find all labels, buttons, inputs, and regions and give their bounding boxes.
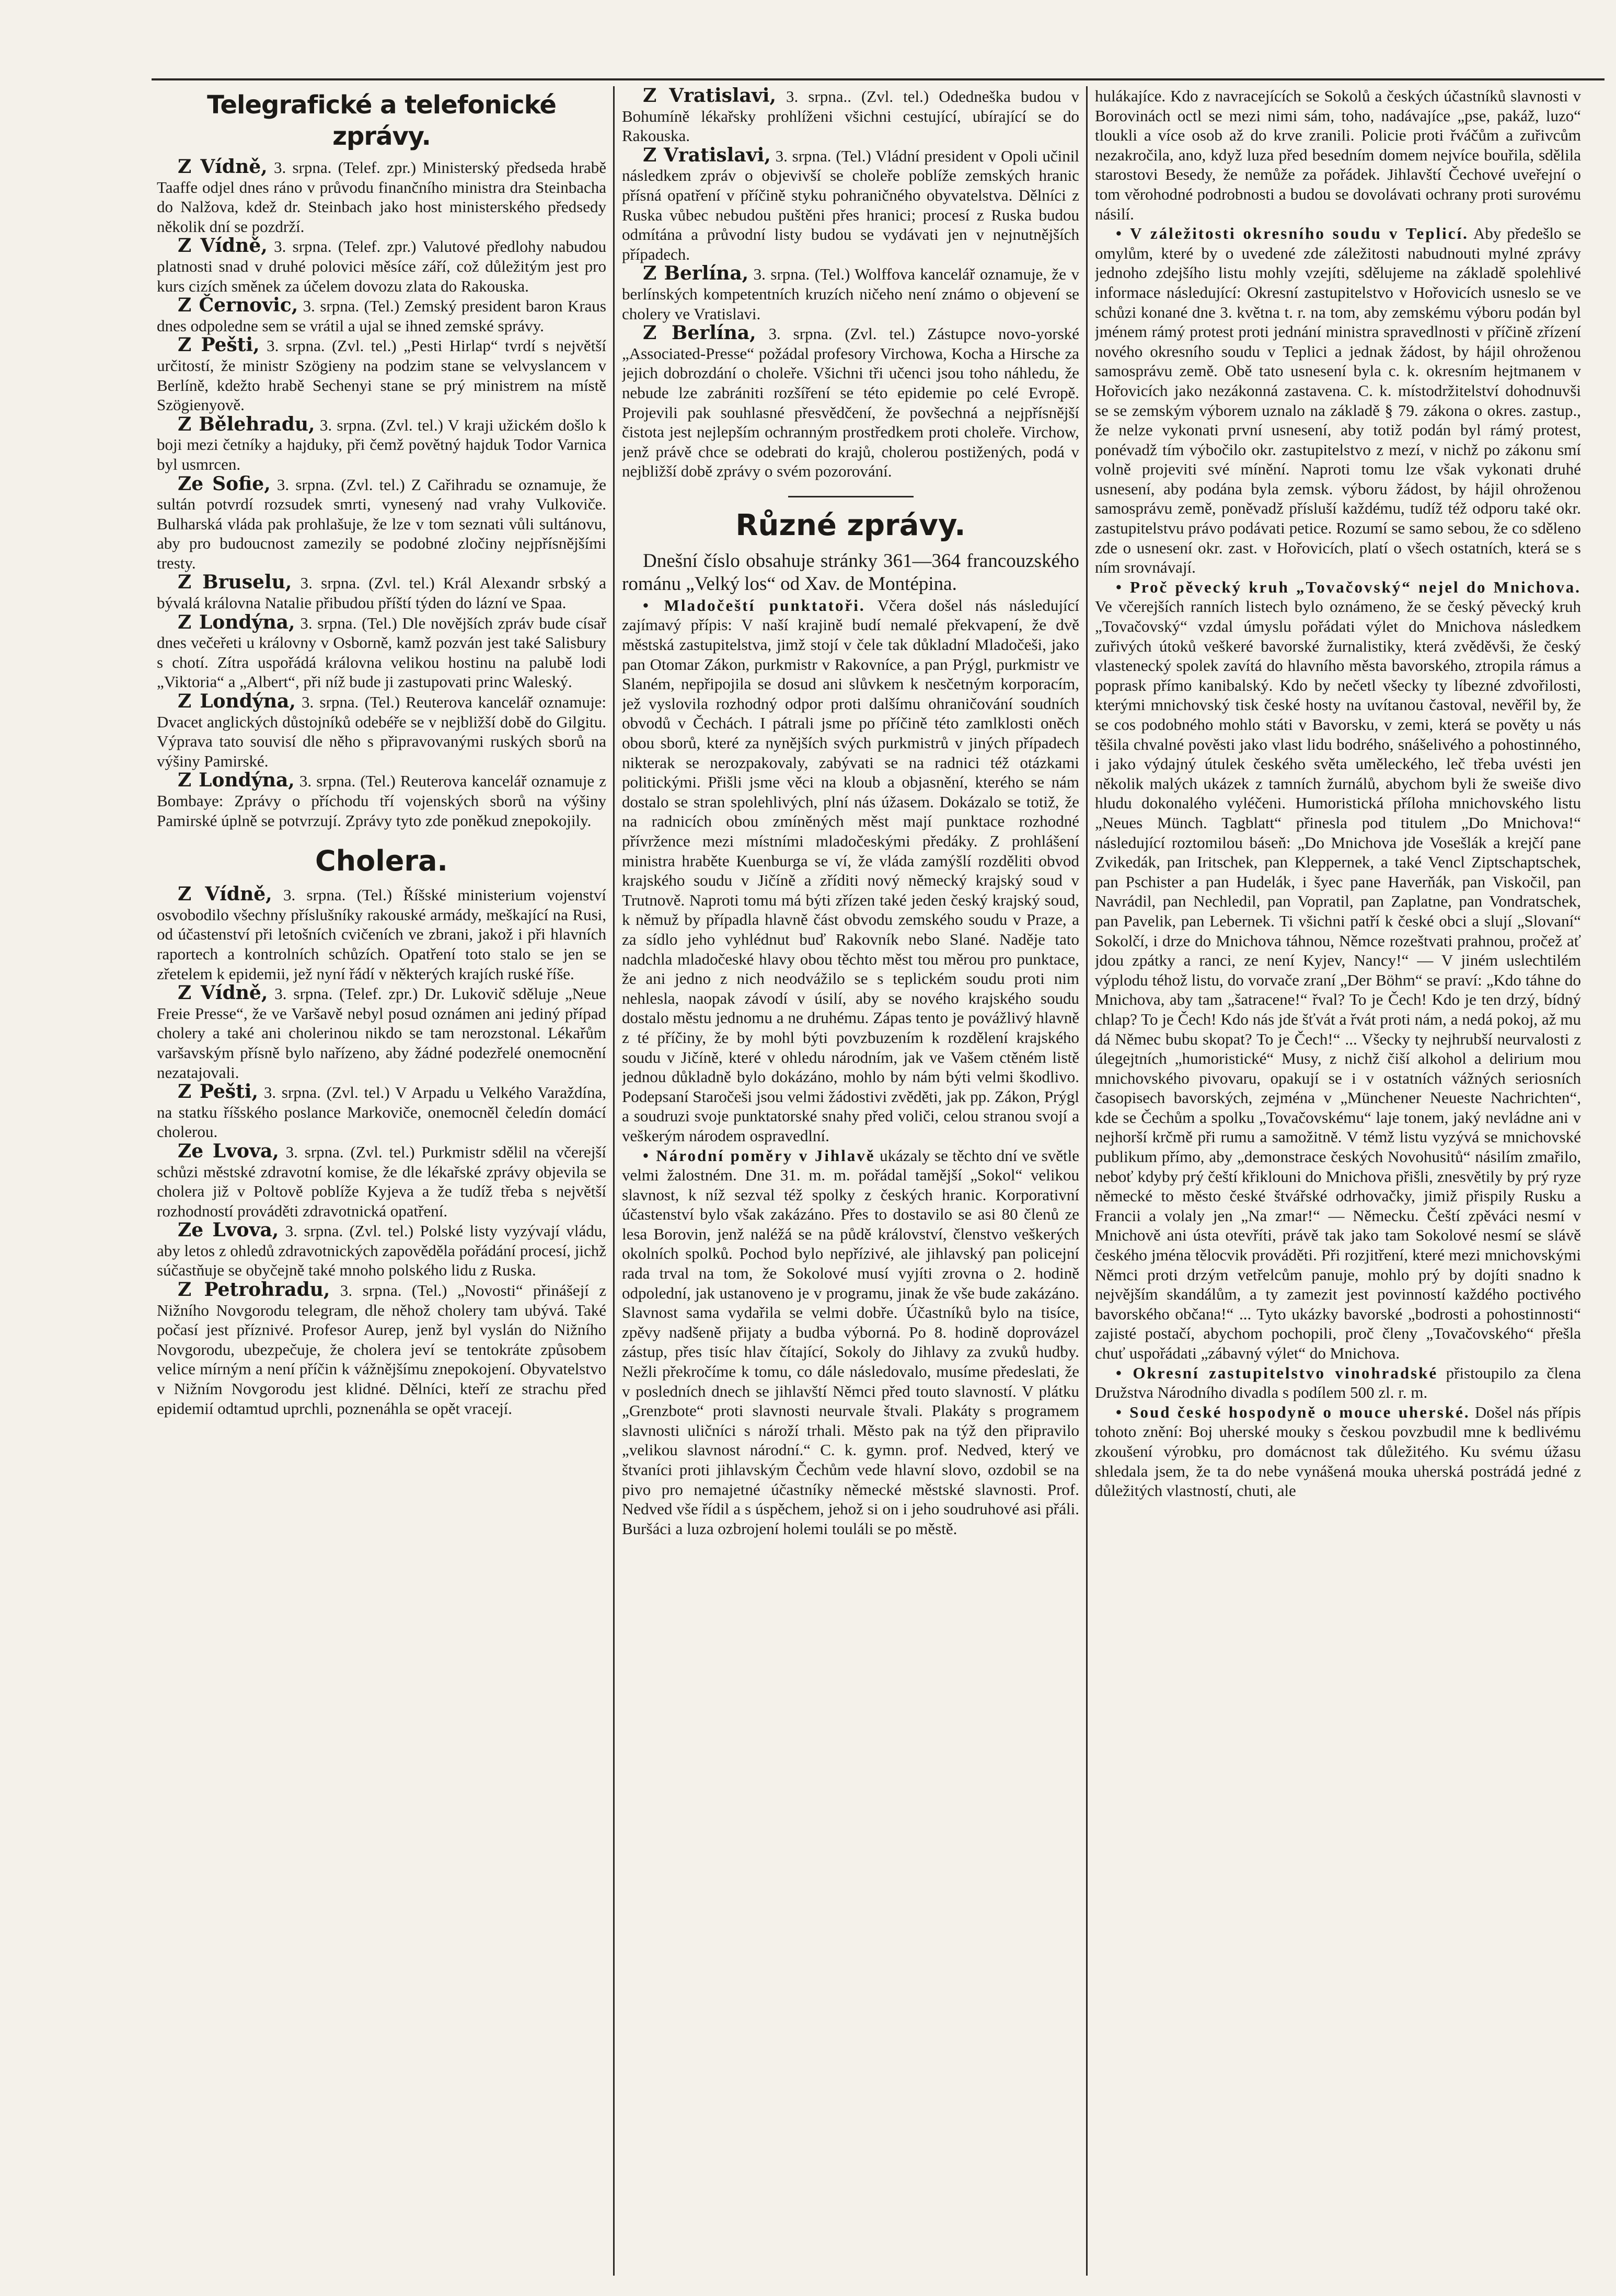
news-list bbox=[622, 596, 1079, 1539]
article-text: 3. srpna. (Tel.) „Novosti“ přinášejí z Nižního Novgorodu telegram, dle něhož cholery tam ubývá. Také počasí jest příznivé. Profesor Aurep, jenž byl vyslán do Nižního Novgorodu, ubezpečuje, že cholera jeví se tentokráte způsobem velice mírným a není příčin k vážnějšímu znepokojení. Obyvatelstvo v Nižním Novgorodu jest klidné. Dělníci, kteří ze strachu před epidemií odtamtud uprchli, poznenáhla se opět vracejí. bbox=[157, 1281, 606, 1418]
article-paragraph bbox=[157, 573, 606, 612]
article-paragraph bbox=[622, 1146, 1079, 1539]
article-text: Včera došel nás následující zajímavý přípis: V naší krajině budí nemalé překvapení, že dvě městská zastupitelstva, jimž stojí v čele tak důkladní Mladočeši, jako pan Otomar Zákon, purkmistr v Rakovníce, a pan Prýgl, purkmistr ve Slaném, nepřipojila se dosud ani slůvkem k nesčetným korporacím, jež vyslovila rozhodný odpor proti dalšímu ohraničování soudních obvodů v Čechách. I pátrali jsme po příčině této zamlklosti oněch obou sborů, které za nynějších svých purkmistrů v jiných případech nikterak se nerozpakovaly, zabývati se na radnici též otázkami politickými. Přišli jsme věci na kloub a objasnění, kterého se nám dostalo se stran spolehlivých, plní nás úžasem. Dokázalo se totiž, že na radnicích obou zmíněných měst mají punktace rozhodné přívržence mezi místními mladočeskými předáky. Z prohlášení ministra hraběte Kuenburga se ví, že vláda zamýšlí rozděliti obvod krajského soudu v Jičíně a zříditi nový německý krajský soud v Trutnově. Naproti tomu má býti zřízen také jeden český krajský soud, k němuž by případla hlavně část obvodu zemského soudu v Praze, a za sídlo jeho vyhlédnut buď Rakovník nebo Slané. Naděje tato nadchla mladočeské hlavy obou těchto měst tou měrou pro punktace, že ani jedno z nich neodvážilo se s teplickém soudu proti nim nehlesla, naopak závodí v úsilí, aby se nového krajského soudu dostalo městu jednomu a ne druhému. Zápas tento je povážlivý hlavně z té příčiny, že by mohl býti povzbuzením k rozdělení krajského soudu v Jičíně, které v ohledu národním, jak ve Vašem ctěném listě jednou důkladně bylo dokázáno, mohlo by nám býti velmi škodlivo. Podepsaní Staročeši jsou velmi žádostivi zvěděti, jak pp. Zákon, Prýgl a soudruzi svoje punktatorské snahy před voliči, celou stranou svojí a veškerým národem ospravedlní. bbox=[622, 596, 1079, 1145]
telegram-list bbox=[157, 157, 606, 830]
section-title-cholera: Cholera. bbox=[315, 844, 448, 878]
dateline: Z Vídně, bbox=[178, 883, 272, 906]
article-paragraph bbox=[157, 236, 606, 296]
article-text: 3. srpna. (Tel.) Reuterova kancelář oznamuje: Dvacet anglických důstojníků odebéře se v nejbližší době do Gilgitu. Výprava tato souvisí dle něho s připravovanými ruských sborů na výšiny Pamirské. bbox=[157, 693, 606, 770]
article-text: 3. srpna. (Zvl. tel.) „Pesti Hirlap“ tvrdí s největší určitostí, že ministr Szögieny na podzim stane se velvyslancem v Berlíně, kdežto hrabě Sechenyi stane se prý ministrem na místě Szögienyově. bbox=[157, 337, 606, 414]
article-text: Došel nás přípis tohoto znění: Boj uherské mouky s českou povzbudil mne k bedlivému zkoušení výrobku, pro domácnost tak důležitého. Ku svému úžasu shledala jsem, že ta do nebe vynášená mouka uherská postrádá jedné z důležitých vlastností, chuti, ale bbox=[1095, 1402, 1581, 1500]
article-text: 3. srpna. (Tel.) Reuterova kancelář oznamuje z Bombaye: Zprávy o příchodu tří vojenských sborů na výšiny Pamirské úplně se potvrzují. Zprávy tyto zde poněkud znepokojily. bbox=[157, 772, 606, 830]
column-2 bbox=[622, 86, 1079, 2281]
dateline: Z Vratislavi, bbox=[643, 86, 777, 107]
article-paragraph bbox=[622, 146, 1079, 264]
article-paragraph bbox=[622, 596, 1079, 1146]
article-text: Aby předešlo se omylům, které by o uvedené zde záležitosti nabudnouti mylné zprávy jednoho zdejšího listu mohly vzejíti, sdělujeme na základě spolehlivé informace následující: Okresní zastupitelstvo v Hořovicích usneslo se ve schůzi konané dne 3. května t. r. na tom, aby zemskému výboru podán byl jménem rámý protest proti jednání ministra spravedlnosti v příčině zřízení nového okresního soudu v Teplici a jednak žádost, by hájil ohroženou samosprávu země. Obě tato usnesení byla c. k. okresním hejtmanem v Hořovicích jako nezákonná zastavena. C. k. místodržitelství dohodnuvši se se zemským výborem uznalo na základě § 79. zákona o okres. zastup., že nelze vykonati první usnesení, aby totiž podán byl rámý protest, ponévadž tím výbočilo okr. zastupitelstvo z mezí, v nichž po zákonu smí volně projeviti své mínění. Naproti tomu lze však vykonati druhé usnesení, aby podána byla zemsk. výboru žádost, by hájil ohroženou samosprávu země, poněvadž přísluší každému, tudíž též odporu také okr. zastupitelstvu právo podávati petice. Rozumí se samo sebou, že co sděleno zde o usnesení okr. zast. v Hořovicích, platí o všech ostatních, která se s ním srovnávají. bbox=[1095, 224, 1581, 577]
article-heading: • Soud české hospodyně o mouce uherské. bbox=[1116, 1402, 1470, 1421]
article-paragraph bbox=[157, 474, 606, 573]
dateline: Z Berlína, bbox=[643, 322, 756, 344]
dateline: Z Černovic, bbox=[178, 294, 298, 317]
article-paragraph bbox=[157, 613, 606, 692]
column-divider bbox=[1086, 86, 1088, 2276]
article-text: 3. srpna. (Zvl. tel.) Zástupce novo-yorské „Associated-Presse“ požádal profesory Virchowa, Kocha a Hirsche za jejich dobrozdání o choleře. Všichni tři učenci jsou toho náhledu, že nebude lze zabrániti rozšíření se této epidemie po celé Evropě. Projevili pak souhlasné přesvědčení, že povšechná a nejpřísnější čistota jest nejlepším ochranným prostředkem proti choleře. Virchow, jenž právě chce se odebrati do krajů, cholerou postižených, podá v nejbližší době zprávy o svém pozorování. bbox=[622, 324, 1079, 481]
article-text: 3. srpna. (Tel.) Vládní president v Opoli učinil následkem zpráv o objevivší se choleře poblíže zemských hranic přísná opatření v příčině styku pohraničného obyvatelstva. Dělníci z Ruska vůbec nebudou puštěni přes hranici; procesí z Ruska budou odmítána a průvodní listy budou se vydávati jen v nejnutnějších případech. bbox=[622, 146, 1079, 263]
continued-paragraph: hulákajíce. Kdo z navracejících se Sokolů a českých účastníků slavnosti v Borovinách octl se mezi nimi sám, toho, nadávajíce „pse, pakáž, luzo“ tloukli a více osob až do krve zranili. Policie proti řváčům a zuřivcům nezakročila, ano, když luza před besedním domem nejvíce bouřila, sdělila starostovi Besedy, že nemůže za pořádek. Jihlavští Čechové uveřejní o tom věrohodné podrobnosti a budou se dovolávati ochrany proti surovému násilí. bbox=[1095, 87, 1581, 223]
dateline: Z Pešti, bbox=[178, 334, 260, 356]
dateline: Z Londýna, bbox=[178, 690, 296, 713]
article-paragraph bbox=[1095, 224, 1581, 577]
dateline: Z Berlína, bbox=[643, 262, 749, 285]
dateline: Z Bruselu, bbox=[178, 571, 292, 594]
article-paragraph bbox=[157, 1280, 606, 1418]
news-list-cont bbox=[1095, 224, 1581, 1501]
column-divider bbox=[613, 86, 615, 2276]
article-text: 3. srpna. (Zvl. tel.) V kraji užickém došlo k boji mezi četníky a hajduky, při čemž povětný hajduk Todor Varnica byl usmrcen. bbox=[157, 415, 606, 473]
article-heading: • Okresní zastupitelstvo vinohradské bbox=[1116, 1363, 1438, 1382]
top-rule bbox=[152, 78, 1605, 80]
dateline: Z Bělehradu, bbox=[178, 413, 315, 435]
article-text: 3. srpna. (Zvl. tel.) Z Cařihradu se oznamuje, že sultán potvrdí rozsudek smrti, vynesený nad vrahy Vulkoviče. Bulharská vláda pak prohlašuje, že lze v tom seznati vůli sultánovu, aby pro budoucnost zamezily se podobné zločiny nejpřísnějšími tresty. bbox=[157, 475, 606, 572]
article-paragraph bbox=[157, 1221, 606, 1280]
dateline: Ze Sofie, bbox=[178, 472, 271, 495]
article-heading: • Mladočeští punktatoři. bbox=[643, 596, 865, 614]
article-paragraph bbox=[1095, 1363, 1581, 1402]
article-text: Ve včerejších ranních listech bylo oznámeno, že se český pěvecký kruh „Tovačovský“ vzdal úmyslu pořádati výlet do Mnichova následkem zuřivých útoků veškeré bavorské žurnalistiky, která zvěděvši, že český vlastenecký spolek zavítá do hlavního města bavorského, ztropila rámus a poprask přímo kanibalský. Kdo by nečetl všecky ty líbezné zdvořilosti, kterými mnichovský tisk české hosty na uvítanou častoval, nevěřil by, že se cos podobného mohlo státi v Bavorsku, v zemi, která se pověty u nás těšila chvalné pověsti jako vlast lidu bodrého, snášelivého a pohostinného, i jako výdajný útulek českého světa uměleckého, leč třeba uvésti jen několik malých ukázek z tamních žurnálů, abychom byli že sweiše divo hludu dokonalého vyléčeni. Humoristická příloha mnichovského listu „Neues Münch. Tagblatt“ přinesla pod titulem „Do Mnichova!“ následující roztomilou báseň: „Do Mnichova jde Vosešlák a krejčí pane Zvikedák, pan Iritschek, pan Kleppernek, a také Vencl Ziptschaptschek, pan Pschister a pan Hudelák, i šyec pane Haverňák, pan Viskočil, pan Navrádil, pan Nechledil, pan Vopratil, pan Zaplatne, pan Vondratschek, pan Pavelik, pan Lebernek. Ti všichni patří k české obci a slují „Slovaní“ Sokolčí, i drze do Mnichova táhnou, Němce rozeštvati prahnou, pročež ať jdou zpátky a ranci, ze není Kyjev, Nancy!“ — V jiném uslechtilém výplodu téhož listu, do vorvače zraní „Der Böhm“ se praví: „Kdo táhne do Mnichova, aby tam „šatracene!“ řval? To je Čech! Kdo je ten drzý, bídný chlap? To je Čech! Kdo nás jde šťvát a řvát proti nám, a nedá pokoj, až mu dá Němec bubu skopat? To je Čech!“ ... Všecky ty nejhrubší neurvalosti z úlegejtních „humoristické“ Musy, z nichž čiší alkohol a delirium mou mnichovského pivovaru, opakují se i v ostatních vážných seriosních časopisech bavorských, zejména v „Münchener Neueste Nachrichten“, kde se Čechům a spolku „Tovačovskému“ laje tonem, jaký nevládne ani v nejhorší krčmě při rumu a samožitně. V témž listu vyzývá se mnichovské publikum přímo, aby „demonstrace českých Novohusitů“ násilím zmařilo, neboť kdyby prý čeští křiklouni do Mnichova přišli, znesvětily by prý ryze německé to město české štvářské odrhovačky, jimiž přispily Rusku a Francii a volaly jen „Na zmar!“ — Německu. Čeští zpěváci nesmí v Mnichově ani ústa otevříti, právě tak jako tam Sokolové nesmí se slávě českého jména tělocvik prováděti. Při rozjitření, které mezi mnichovskými Němci proti drzým vetřelcům panuje, mohlo prý by dojíti snadno k nejvějším skandálům, a ty zamezit jest povinností každého poctivého bavorského občana!“ ... Tyto ukázky bavorské „bodrosti a pohostinnosti“ zajisté postačí, abychom pochopili, proč členy „Tovačovského“ přešla chuť uspořádati „zábavný výlet“ do Mnichova. bbox=[1095, 597, 1581, 1362]
article-text: 3. srpna. (Tel.) Říšské ministerium vojenství osvobodilo všechny příslušníky rakouské armády, meškající na Rusi, od účastenství při letošních cvičeních ve zbrani, jakož i při hlavních raportech a kontrolních schůzích. Opatření toto stalo se jen se zřetelem k epidemii, jež nyní řádí v některých krajích ruské říše. bbox=[157, 886, 606, 983]
dateline: Z Londýna, bbox=[178, 611, 295, 633]
article-paragraph bbox=[157, 1142, 606, 1221]
article-paragraph bbox=[1095, 577, 1581, 1363]
article-text: 3. srpna. (Zvl. tel.) Purkmistr sdělil na včerejší schůzi městské zdravotní komise, že dle lékařské zprávy objevila se cholera již v Poltově poblíže Kyjeva a že tudíž třeba s největší rozhodností prováděti zdravotnická opatření. bbox=[157, 1142, 606, 1220]
column-3 bbox=[1095, 86, 1581, 2281]
lead-paragraph: Dnešní číslo obsahuje stránky 361—364 francouzského románu „Velký los“ od Xav. de Montépina. bbox=[622, 550, 1079, 595]
article-text: 3. srpna. (Tel.) Zemský president baron Kraus dnes odpoledne sem se vrátil a ujal se ihned zemské správy. bbox=[157, 297, 606, 335]
dateline: Z Pešti, bbox=[178, 1081, 259, 1103]
column-1 bbox=[157, 86, 606, 2281]
article-paragraph bbox=[157, 885, 606, 983]
article-paragraph bbox=[157, 692, 606, 771]
article-text: přistoupilo za člena Družstva Národního divadla s podílem 500 zl. r. m. bbox=[1095, 1363, 1581, 1402]
cholera-list bbox=[157, 885, 606, 1418]
article-text: 3. srpna. (Zvl. tel.) Král Alexandr srbský a bývalá královna Natalie přibudou příští týden do lázní ve Spaa. bbox=[157, 574, 606, 612]
article-heading: • Proč pěvecký kruh „Tovačovský“ nejel do Mnichova. bbox=[1116, 577, 1581, 596]
article-paragraph bbox=[157, 1082, 606, 1142]
article-paragraph bbox=[157, 296, 606, 335]
section-title-telegrams: Telegrafické a telefonické zprávy. bbox=[207, 90, 556, 151]
article-text: ukázaly se těchto dní ve světle velmi žalostném. Dne 31. m. m. pořádal tamější „Sokol“ velikou slavnost, k níž sezval též spolky z českých hranic. Korporativní účastenství bylo však zakázáno. Přes to dostavilo se asi 80 členů ze lesa Borovin, jenž naléžá se na půdě království, členstvo veškerých okolních spolků. Pochod bylo nepřízivé, ale jihlavský pan policejní rada trval na tom, že Sokolové musí vyjíti zrovna o 2. hodině odpolední, jak ustanoveno je v programu, jinak že vše bude zakázáno. Slavnost sama vydařila se velmi dobře. Účastníků bylo na tisíce, zpěvy nadšeně přijaty a budba výborná. Po 8. hodině doprovázel zástup, přes tisíc hlav čítající, Sokoly do Jihlavy za zvuků hudby. Nežli překročíme k tomu, co dále následovalo, musíme předeslati, že v posledních dnech se jihlavští Němci před touto slavností. V plátku „Grenzbote“ proti slavnosti neurvale štvali. Plakáty s programem slavnosti uličníci s nároží trhali. Město pak na týž den připravilo „velikou slavnost národní.“ C. k. gymn. prof. Nedved, který ve štvaníci proti jihlavským Čechům vede hlavní slovo, ozdobil se na pivo pro nemajetné účastníky německé městské slavnosti. Prof. Nedved vše řídil a s úspěchem, jehož si on i jeho soudruhové asi přáli. Buršáci a luza ozbrojení holemi touláli se po městě. bbox=[622, 1146, 1079, 1538]
article-text: 3. srpna. (Tel.) Wolffova kancelář oznamuje, že v berlínských kompetentních kruzích ničeho není známo o objevení se cholery ve Vratislavi. bbox=[622, 265, 1079, 323]
article-paragraph bbox=[157, 771, 606, 830]
section-title-various: Různé zprávy. bbox=[735, 508, 966, 542]
dateline: Ze Lvova, bbox=[178, 1140, 279, 1162]
article-text: 3. srpna. (Telef. zpr.) Ministerský předseda hrabě Taaffe odjel dnes ráno v průvodu finančního ministra dra Steinbacha do Nalžova, kdež dr. Steinbach jako host ministerského předsedy několik dní se pozdrží. bbox=[157, 158, 606, 236]
dateline: Z Vídně, bbox=[178, 982, 268, 1004]
telegram-list-cont bbox=[622, 86, 1079, 481]
section-rule bbox=[788, 496, 914, 497]
article-paragraph bbox=[622, 86, 1079, 146]
article-text: 3. srpna. (Zvl. tel.) Polské listy vyzývají vládu, aby letos z ohledů zdravotnických zapověděla pořádání procesí, jichž súčastňuje se obyčejně také mnoho polského lidu z Ruska. bbox=[157, 1222, 606, 1280]
article-paragraph bbox=[622, 264, 1079, 323]
article-paragraph bbox=[157, 157, 606, 236]
dateline: Ze Lvova, bbox=[178, 1219, 279, 1242]
dateline: Z Vídně, bbox=[178, 235, 268, 257]
article-heading: • Národní poměry v Jihlavě bbox=[643, 1146, 875, 1165]
article-text: 3. srpna. (Zvl. tel.) V Arpadu u Velkého Varaždína, na statku říšského poslance Markoviče, onemocněl čeledín domácí cholerou. bbox=[157, 1083, 606, 1141]
dateline: Z Vratislavi, bbox=[643, 144, 771, 166]
article-text: 3. srpna.. (Zvl. tel.) Odedneška budou v Bohumíně lékařsky prohlíženi všichni cestující, ubírající se do Rakouska. bbox=[622, 87, 1079, 145]
article-paragraph bbox=[157, 335, 606, 414]
article-text: 3. srpna. (Telef. zpr.) Dr. Lukovič sděluje „Neue Freie Presse“, že ve Varšavě nebyl posud oznámen ani jediný případ cholery a také ani cholerinou nikdo se tam nerozstonal. Lékařům varšavským přísně bylo nařízeno, aby žádné podezřelé onemocnění nezatajovali. bbox=[157, 984, 606, 1082]
article-text: 3. srpna. (Tel.) Dle novějších zpráv bude císař dnes večeřeti u královny v Osborně, kamž pozván jest také Salisbury s chotí. Zítra uspořádá královna velikou hostinu na palubě lodi „Viktoria“ a „Albert“, při níž bude ji zastupovati princ Waleský. bbox=[157, 613, 606, 691]
dateline: Z Londýna, bbox=[178, 769, 295, 792]
article-heading: • V záležitosti okresního soudu v Teplicí. bbox=[1116, 224, 1469, 243]
article-text: 3. srpna. (Telef. zpr.) Valutové předlohy nabudou platnosti snad v druhé polovici měsíce září, což důležitým jest pro kurs cizích směnek za účelem dovozu zlata do Rakouska. bbox=[157, 237, 606, 295]
dateline: Z Vídně, bbox=[178, 156, 268, 178]
article-paragraph bbox=[157, 983, 606, 1082]
article-paragraph bbox=[1095, 1402, 1581, 1501]
article-paragraph bbox=[622, 323, 1079, 481]
dateline: Z Petrohradu, bbox=[178, 1279, 330, 1301]
article-paragraph bbox=[157, 415, 606, 474]
